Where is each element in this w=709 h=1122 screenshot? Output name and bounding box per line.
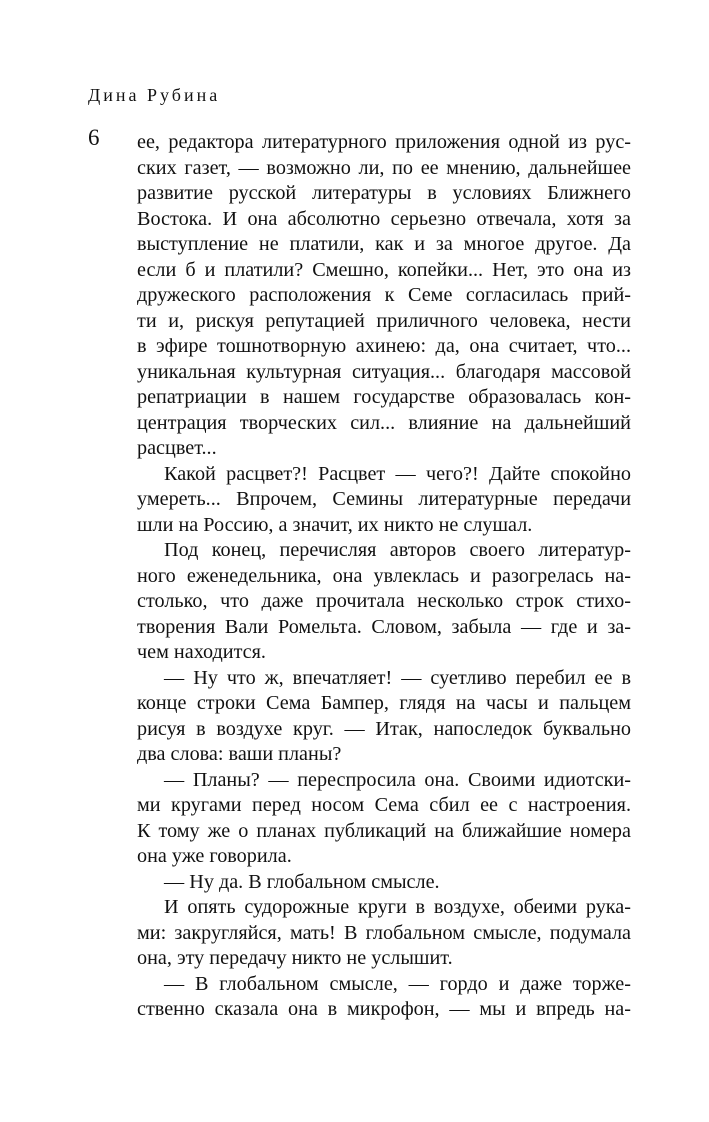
text-line: чем находится.: [137, 641, 266, 663]
text-line: уникальная культурная ситуация... благодаря массовой: [137, 360, 631, 383]
text-line: ственно сказала она в микрофон, — мы и впредь на-: [137, 998, 631, 1020]
text-line: Востока. И она абсолютно серьезно отвечала, хотя за: [137, 207, 631, 230]
text-line: К тому же о планах публикаций на ближайшие номера: [137, 819, 631, 842]
text-line: она, эту передачу никто не услышит.: [137, 947, 453, 969]
text-line: выступление не платили, как и за многое другое. Да: [137, 233, 631, 255]
text-line: ти и, рискуя репутацией приличного человека, нести: [137, 309, 631, 332]
text-line: — Планы? — переспросила она. Своими идиотски-: [164, 768, 631, 791]
text-line: Под конец, перечисляя авторов своего литератур-: [164, 539, 631, 561]
text-line: ее, редактора литературного приложения одной из рус-: [137, 131, 631, 153]
text-line: шли на Россию, а значит, их никто не слушал.: [137, 513, 533, 536]
text-line: в эфире тошнотворную ахинею: да, она считает, что...: [137, 335, 631, 357]
text-line: рисуя в воздухе круг. — Итак, напоследок буквально: [137, 717, 631, 740]
text-line: центрация творческих сил... влияние на дальнейший: [137, 411, 631, 434]
text-line: конце строки Сема Бампер, глядя на часы и пальцем: [137, 692, 631, 714]
text-line: творения Вали Ромельта. Словом, забыла — где и за-: [137, 615, 631, 638]
text-line: если б и платили? Смешно, копейки... Нет, это она из: [137, 258, 631, 281]
page-number: 6: [88, 125, 100, 150]
text-line: И опять судорожные круги в воздухе, обеими рука-: [164, 896, 631, 918]
text-line: ских газет, — возможно ли, по ее мнению, дальнейшее: [137, 156, 631, 179]
text-line: ного еженедельника, она увлеклась и разогрелась на-: [137, 564, 631, 587]
text-line: дружеского расположения к Семе согласилась прий-: [137, 284, 631, 306]
text-line: умереть... Впрочем, Семины литературные передачи: [137, 488, 631, 510]
text-line: два слова: ваши планы?: [137, 743, 342, 765]
text-line: ми: закругляйся, мать! В глобальном смысле, подумала: [137, 921, 631, 944]
text-line: — Ну что ж, впечатляет! — суетливо перебил ее в: [164, 666, 631, 689]
text-line: столько, что даже прочитала несколько строк стихо-: [137, 590, 631, 612]
text-line: развитие русской литературы в условиях Ближнего: [137, 182, 631, 204]
text-line: — В глобальном смысле, — гордо и даже торже-: [164, 972, 631, 995]
text-line: расцвет...: [137, 437, 217, 459]
text-line: она уже говорила.: [137, 845, 292, 867]
text-line: Какой расцвет?! Расцвет — чего?! Дайте спокойно: [164, 462, 631, 485]
text-line: ми кругами перед носом Сема сбил ее с настроения.: [137, 794, 631, 816]
text-line: репатриации в нашем государстве образовалась кон-: [137, 386, 631, 408]
text-line: — Ну да. В глобальном смысле.: [164, 870, 440, 893]
running-head: Дина Рубина: [88, 85, 221, 105]
body-text: [137, 130, 631, 1023]
